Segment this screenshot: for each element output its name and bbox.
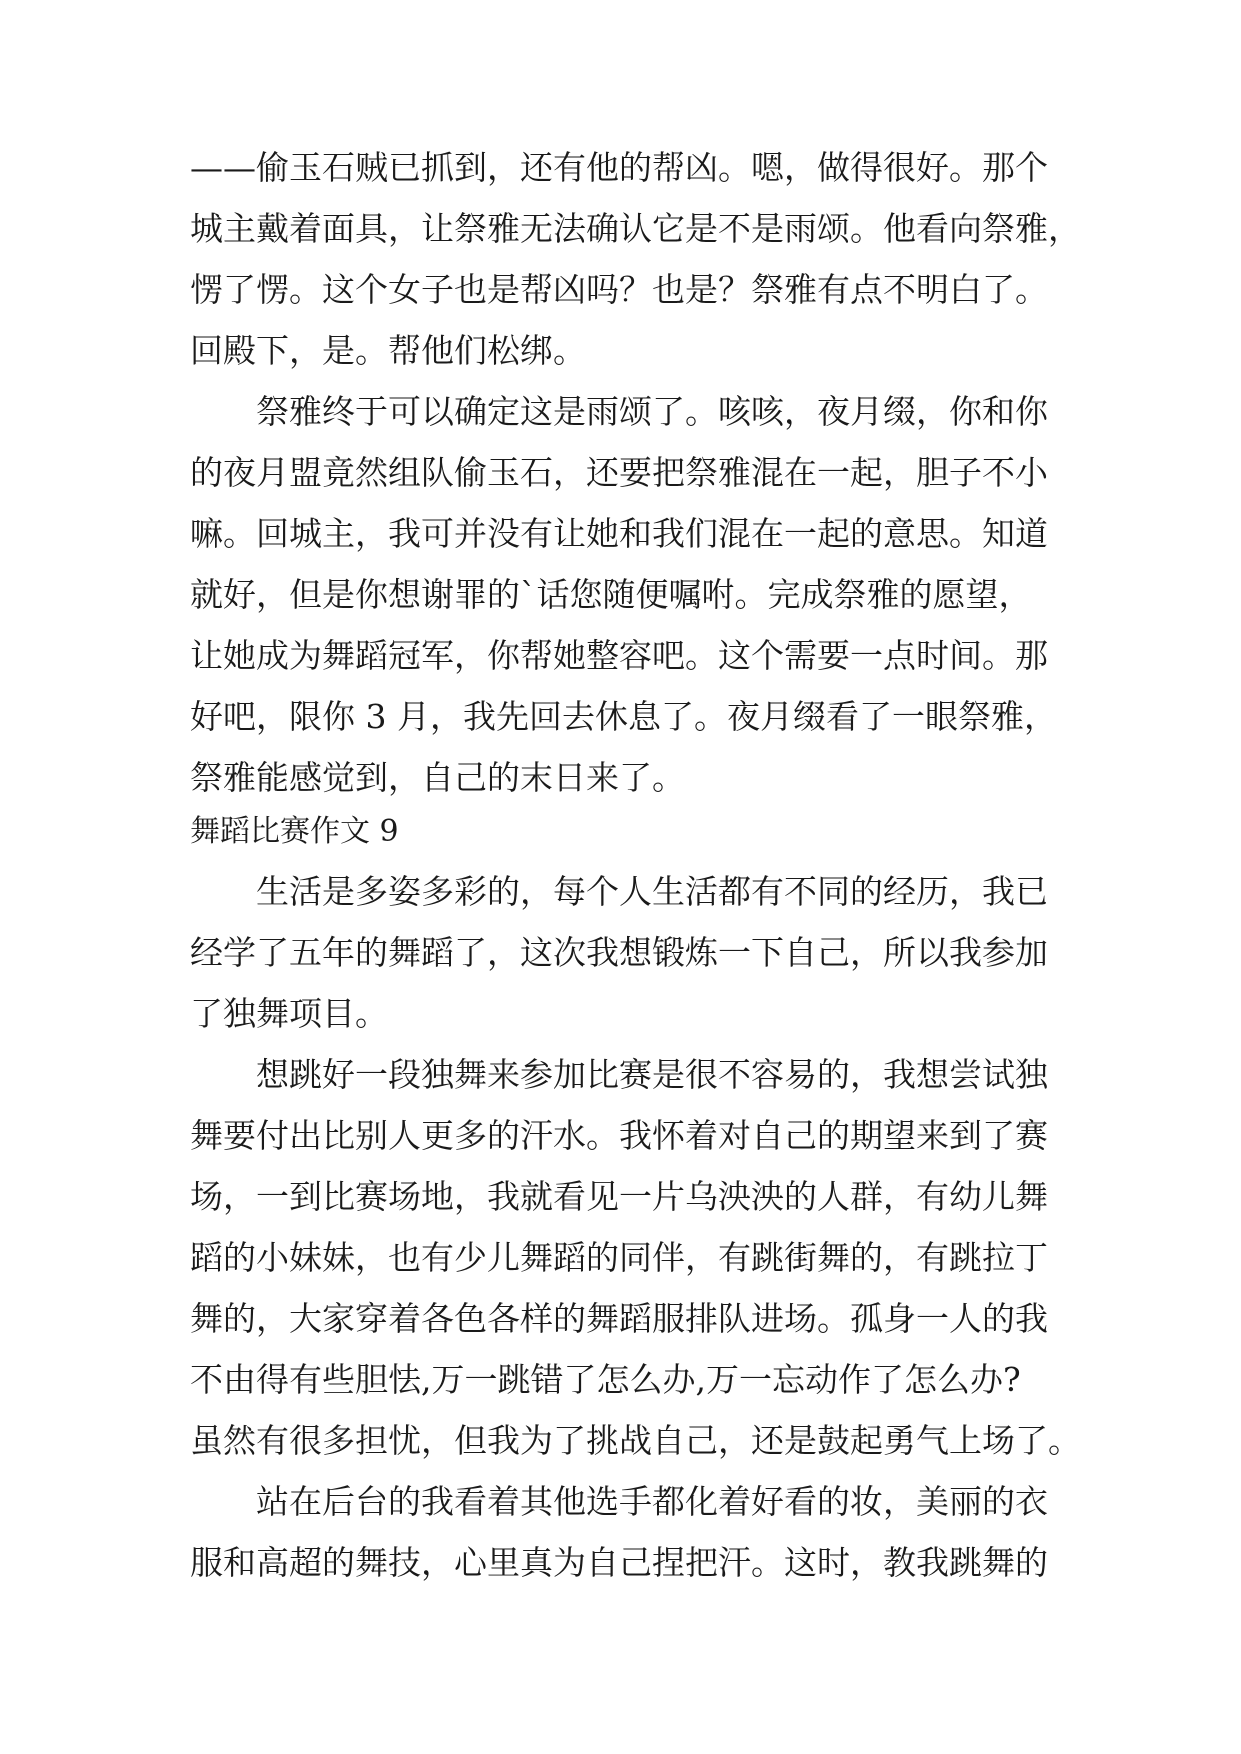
paragraph-line: 舞的，大家穿着各色各样的舞蹈服排队进场。孤身一人的我 (190, 1299, 1048, 1338)
paragraph-line: 蹈的小妹妹，也有少儿舞蹈的同伴，有跳街舞的，有跳拉丁 (190, 1238, 1048, 1277)
paragraph-line: 回殿下，是。帮他们松绑。 (190, 331, 586, 370)
paragraph-line: 经学了五年的舞蹈了，这次我想锻炼一下自己，所以我参加 (190, 933, 1048, 972)
paragraph-line: 站在后台的我看着其他选手都化着好看的妆，美丽的衣 (256, 1482, 1048, 1521)
paragraph-line: 虽然有很多担忧，但我为了挑战自己，还是鼓起勇气上场了。 (190, 1421, 1081, 1460)
section-heading: 舞蹈比赛作文 9 (190, 814, 399, 849)
paragraph-line: 想跳好一段独舞来参加比赛是很不容易的，我想尝试独 (256, 1055, 1048, 1094)
paragraph-line: 祭雅能感觉到，自己的末日来了。 (190, 758, 685, 797)
paragraph-line: 愣了愣。这个女子也是帮凶吗？也是？祭雅有点不明白了。 (190, 270, 1048, 309)
paragraph-line: 舞要付出比别人更多的汗水。我怀着对自己的期望来到了赛 (190, 1116, 1048, 1155)
paragraph-line: 生活是多姿多彩的，每个人生活都有不同的经历，我已 (256, 872, 1048, 911)
paragraph-line: 让她成为舞蹈冠军，你帮她整容吧。这个需要一点时间。那 (190, 636, 1048, 675)
paragraph-line: 好吧，限你 3 月，我先回去休息了。夜月缀看了一眼祭雅， (190, 697, 1057, 736)
paragraph-line: 祭雅终于可以确定这是雨颂了。咳咳，夜月缀，你和你 (256, 392, 1048, 431)
paragraph-line: 场，一到比赛场地，我就看见一片乌泱泱的人群，有幼儿舞 (190, 1177, 1048, 1216)
paragraph-line: 的夜月盟竟然组队偷玉石，还要把祭雅混在一起，胆子不小 (190, 453, 1048, 492)
paragraph-line: 了独舞项目。 (190, 994, 388, 1033)
paragraph-line: 嘛。回城主，我可并没有让她和我们混在一起的意思。知道 (190, 514, 1048, 553)
paragraph-line: 就好，但是你想谢罪的`话您随便嘱咐。完成祭雅的愿望， (190, 575, 1032, 614)
paragraph-line: 城主戴着面具，让祭雅无法确认它是不是雨颂。他看向祭雅， (190, 209, 1081, 248)
paragraph-line: 不由得有些胆怯,万一跳错了怎么办,万一忘动作了怎么办? (190, 1360, 1021, 1399)
paragraph-line: 服和高超的舞技，心里真为自己捏把汗。这时，教我跳舞的 (190, 1543, 1048, 1582)
paragraph-line: ——偷玉石贼已抓到，还有他的帮凶。嗯，做得很好。那个 (190, 148, 1048, 187)
